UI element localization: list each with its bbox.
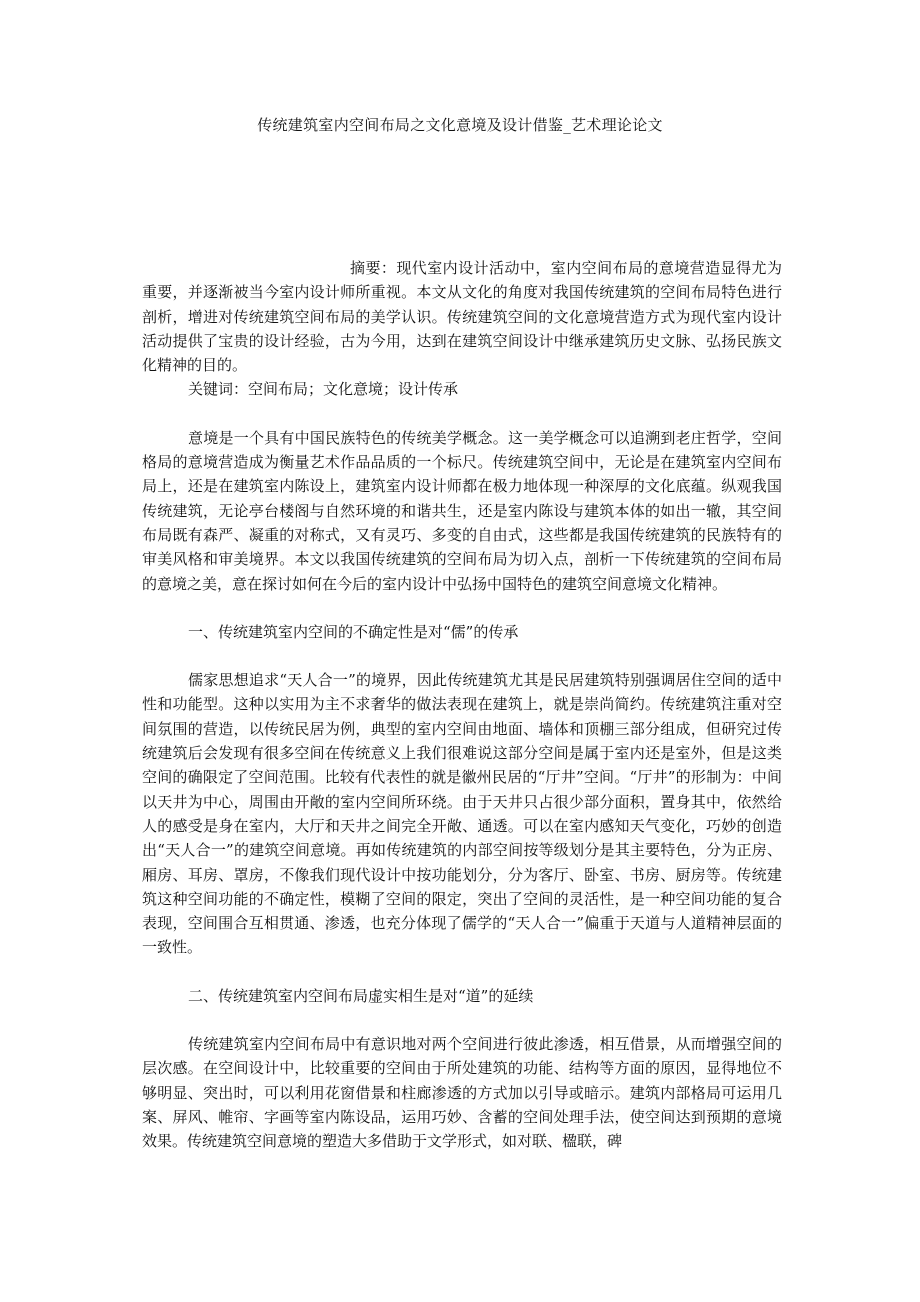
section-1-heading: 一、传统建筑室内空间的不确定性是对“儒”的传承: [188, 622, 519, 641]
document-title: 传统建筑室内空间布局之文化意境及设计借鉴_艺术理论论文: [257, 116, 663, 134]
intro-paragraph: 意境是一个具有中国民族特色的传统美学概念。这一美学概念可以追溯到老庄哲学，空间格局的意境营造成为衡量艺术作品品质的一个标尺。传统建筑空间中，无论是在建筑室内空间布局上，还是在建筑室内陈设上，建筑室内设计师都在极力地体现一种深厚的文化底蕴。纵观我国传统建筑，无论亭台楼阁与自然环境的和谐共生，还是室内陈设与建筑本体的如出一辙，其空间布局既有森严、凝重的对称式，又有灵巧、多变的自由式，这些都是我国传统建筑的民族特有的审美风格和审美境界。本文以我国传统建筑的空间布局为切入点，剖析一下传统建筑的空间布局的意境之美，意在探讨如何在今后的室内设计中弘扬中国特色的建筑空间意境文化精神。: [142, 428, 782, 593]
document-body: [142, 256, 782, 1154]
section-2-heading: 二、传统建筑室内空间布局虚实相生是对“道”的延续: [188, 986, 534, 1005]
section-2-paragraph: 传统建筑室内空间布局中有意识地对两个空间进行彼此渗透，相互借景，从而增强空间的层次感。在空间设计中，比较重要的空间由于所处建筑的功能、结构等方面的原因，显得地位不够明显、突出时，可以利用花窗借景和柱廊渗透的方式加以引导或暗示。建筑内部格局可运用几案、屏风、帷帘、字画等室内陈设品，运用巧妙、含蓄的空间处理手法，使空间达到预期的意境效果。传统建筑空间意境的塑造大多借助于文学形式，如对联、楹联，碑: [142, 1035, 782, 1151]
abstract-paragraph: 摘要：现代室内设计活动中，室内空间布局的意境营造显得尤为重要，并逐渐被当今室内设计师所重视。本文从文化的角度对我国传统建筑的空间布局特色进行剖析，增进对传统建筑空间布局的美学认识。传统建筑空间的文化意境营造方式为现代室内设计活动提供了宝贵的设计经验，古为今用，达到在建筑空间设计中继承建筑历史文脉、弘扬民族文化精神的目的。: [142, 259, 782, 375]
keywords-line: 关键词：空间布局；文化意境；设计传承: [188, 380, 459, 399]
section-1-paragraph: 儒家思想追求“天人合一”的境界，因此传统建筑尤其是民居建筑特别强调居住空间的适中性和功能型。这种以实用为主不求奢华的做法表现在建筑上，就是崇尚简约。传统建筑注重对空间氛围的营造，以传统民居为例，典型的室内空间由地面、墙体和顶棚三部分组成，但研究过传统建筑后会发现有很多空间在传统意义上我们很难说这部分空间是属于室内还是室外，但是这类空间的确限定了空间范围。比较有代表性的就是徽州民居的“厅井”空间。“厅井”的形制为：中间以天井为中心，周围由开敞的室内空间所环绕。由于天井只占很少部分面积，置身其中，依然给人的感受是身在室内，大厅和天井之间完全开敞、通透。可以在室内感知天气变化，巧妙的创造出“天人合一”的建筑空间意境。再如传统建筑的内部空间按等级划分是其主要特色，分为正房、厢房、耳房、罩房，不像我们现代设计中按功能划分，分为客厅、卧室、书房、厨房等。传统建筑这种空间功能的不确定性，模糊了空间的限定，突出了空间的灵活性，是一种空间功能的复合表现，空间围合互相贯通、渗透，也充分体现了儒学的“天人合一”偏重于天道与人道精神层面的一致性。: [142, 671, 782, 957]
